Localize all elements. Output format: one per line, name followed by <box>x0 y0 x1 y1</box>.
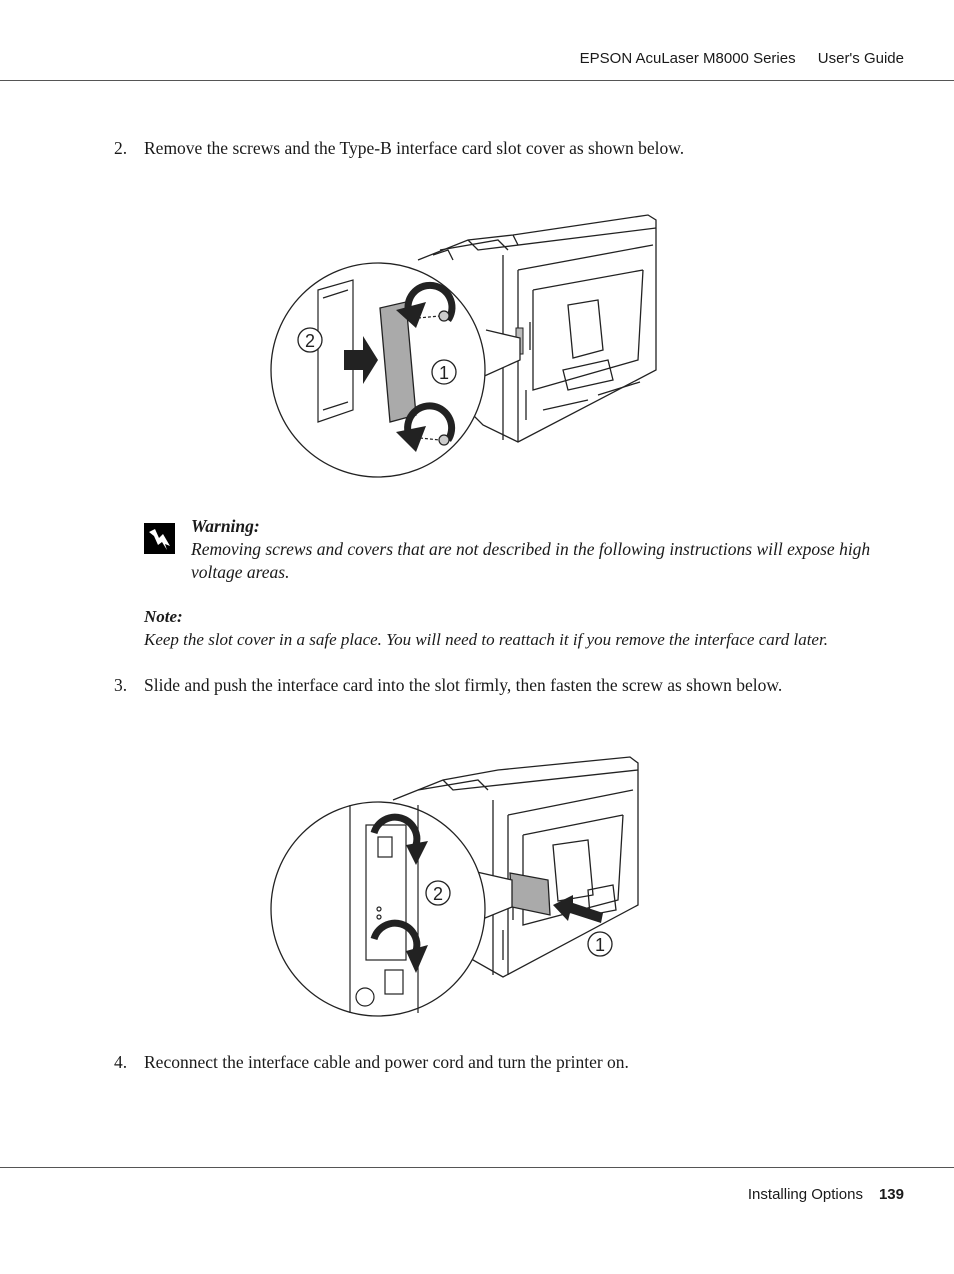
note-title: Note: <box>144 607 183 626</box>
callout-1 <box>588 932 612 956</box>
warning-text: Removing screws and covers that are not described in the following instructions will expose high voltage areas. <box>191 539 871 582</box>
high-voltage-warning-icon <box>144 523 175 554</box>
footer-section: Installing Options <box>747 1186 863 1203</box>
note-text: Keep the slot cover in a safe place. You will need to reattach it if you remove the interface card later. <box>144 630 828 649</box>
step-number: 2. <box>114 138 128 158</box>
footer-rule <box>0 1167 954 1168</box>
header-guide: User's Guide <box>817 50 904 67</box>
step-2 <box>114 136 684 160</box>
push-arrow-icon <box>553 895 603 923</box>
step-4 <box>114 1050 629 1074</box>
interface-card <box>510 873 550 915</box>
callout-2 <box>426 881 450 905</box>
note-block <box>144 605 904 651</box>
figure-remove-slot-cover <box>268 210 668 485</box>
header-text <box>580 50 904 67</box>
header-product: EPSON AcuLaser M8000 Series <box>579 50 796 67</box>
page-footer <box>748 1186 904 1203</box>
svg-text:1: 1 <box>594 935 606 955</box>
callout-2 <box>298 328 322 352</box>
step-3 <box>114 673 782 697</box>
step-number: 3. <box>114 675 128 695</box>
step-text: Remove the screws and the Type-B interface card slot cover as shown below. <box>144 138 685 158</box>
figure-install-interface-card <box>268 745 648 1020</box>
header-rule <box>0 80 954 81</box>
magnify-circle <box>271 802 485 1016</box>
step-text: Reconnect the interface cable and power cord and turn the printer on. <box>144 1052 629 1072</box>
svg-text:2: 2 <box>304 331 316 351</box>
svg-text:1: 1 <box>438 363 450 383</box>
warning-title: Warning: <box>191 516 260 536</box>
page-header <box>0 50 954 81</box>
step-number: 4. <box>114 1052 128 1072</box>
svg-text:2: 2 <box>432 884 444 904</box>
magnify-wedge <box>480 330 520 378</box>
callout-1 <box>432 360 456 384</box>
warning-body <box>191 515 891 584</box>
step-text: Slide and push the interface card into the slot firmly, then fasten the screw as shown below. <box>144 675 783 695</box>
page-number: 139 <box>878 1186 904 1203</box>
